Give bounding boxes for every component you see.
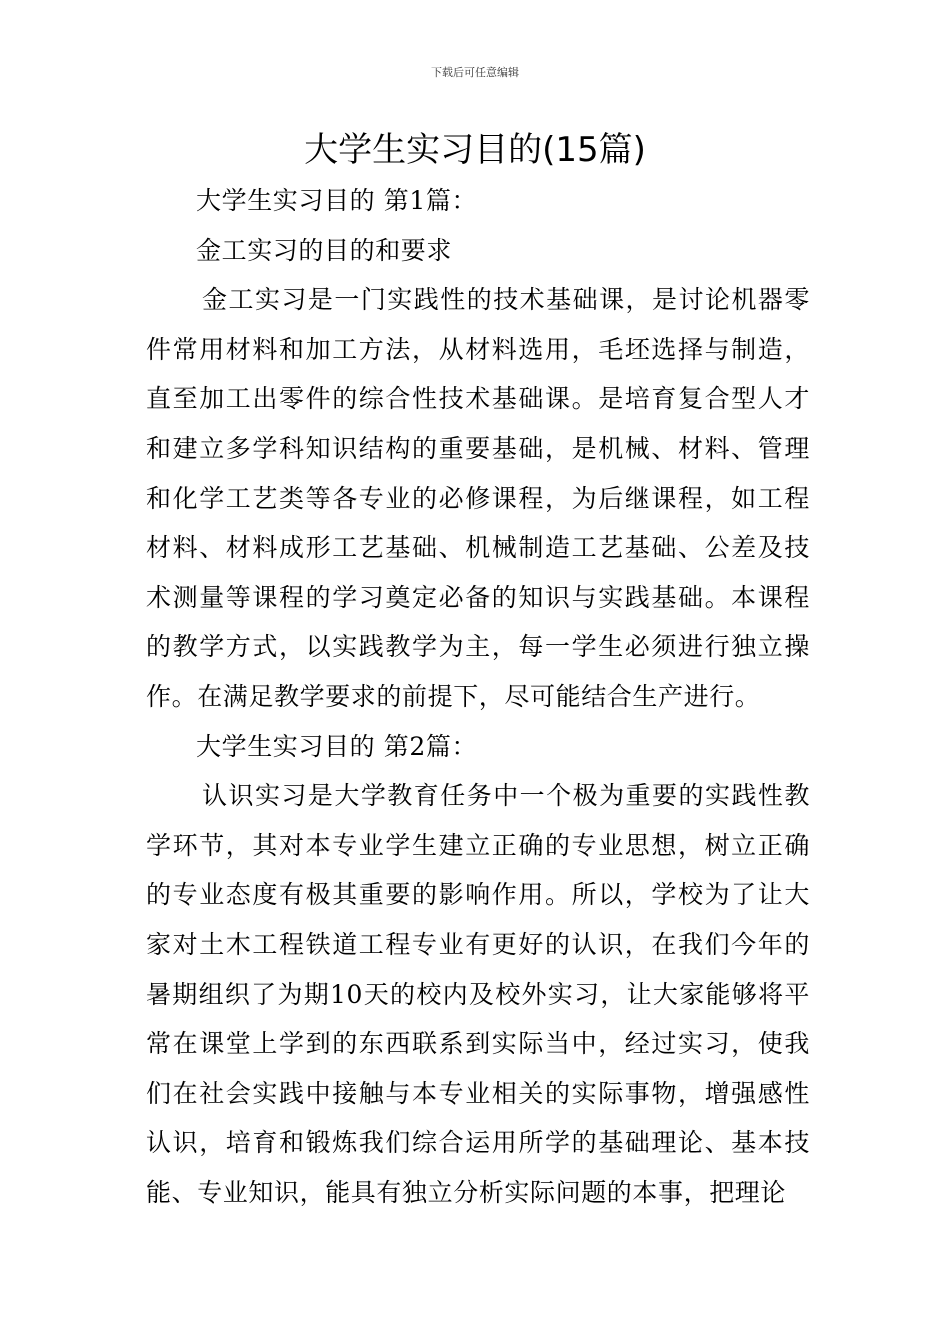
paragraph-1: 金工实习是一门实践性的技术基础课，是讨论机器零件常用材料和加工方法，从材料选用，毛坯选择与制造，直至加工出零件的综合性技术基础课。是培育复合型人才和建立多学科知识结构的重要基础，是机械、材料、管理和化学工艺类等各专业的必修课程，为后继课程，如工程材料、材料成形工艺基础、机械制造工艺基础、公差及技术测量等课程的学习奠定必备的知识与实践基础。本课程的教学方式，以实践教学为主，每一学生必须进行独立操作。在满足教学要求的前提下，尽可能结合生产进行。 bbox=[146, 285, 810, 711]
document-body bbox=[146, 176, 810, 1217]
section-heading-2: 大学生实习目的 第2篇： bbox=[196, 731, 478, 761]
header-note: 下载后可任意编辑 bbox=[431, 66, 519, 79]
section-subheading-1: 金工实习的目的和要求 bbox=[196, 235, 453, 265]
document-title: 大学生实习目的(15篇) bbox=[304, 130, 646, 170]
section-heading-1: 大学生实习目的 第1篇： bbox=[196, 186, 478, 215]
paragraph-2: 认识实习是大学教育任务中一个极为重要的实践性教学环节，其对本专业学生建立正确的专业思想，树立正确的专业态度有极其重要的影响作用。所以，学校为了让大家对土木工程铁道工程专业有更好的认识，在我们今年的暑期组织了为期10天的校内及校外实习，让大家能够将平常在课堂上学到的东西联系到实际当中，经过实习，使我们在社会实践中接触与本专业相关的实际事物，增强感性认识，培育和锻炼我们综合运用所学的基础理论、基本技能、专业知识，能具有独立分析实际问题的本事，把理论 bbox=[146, 781, 810, 1207]
